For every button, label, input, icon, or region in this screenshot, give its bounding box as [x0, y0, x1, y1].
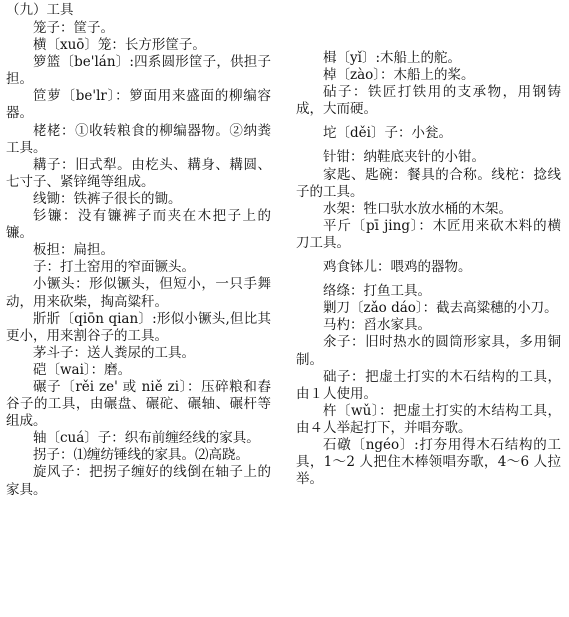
entry-shidun: 石礅〔ngéo〕:打夯用得木石结构的工具，1～2 人把住木棒领唱夯歌，4～6 人拉举。 — [296, 436, 561, 488]
section-heading: （九）工具 — [6, 2, 74, 18]
entry-chuzi: 础子：把虚土打实的木石结构的工具，由１人使用。 — [296, 368, 561, 402]
entry-henglong: 横〔xuō〕笼：长方形筐子。 — [33, 37, 206, 54]
entry-xiaojuetou: 小镢头：形似镢头，但短小，一只手舞动，用来砍柴，掏高粱秆。 — [6, 276, 271, 310]
entry-longzi: 笼子：筐子。 — [33, 20, 114, 36]
entry-jiangzi: 耩子：旧式犁。由杚头、耩身、耩圆、七寸子、紧锌绳等组成。 — [6, 156, 271, 190]
entry-xianchu: 线锄：铁裤子很长的锄。 — [33, 190, 182, 207]
entry-zhouzi: 轴〔cuá〕子：织布前缠经线的家具。 — [33, 430, 260, 447]
left-column — [6, 20, 271, 499]
entry-cuanzi: 氽子：旧时热水的圆筒形家具，多用铜制。 — [296, 334, 561, 368]
entry-mashao: 马杓：舀水家具。 — [323, 317, 431, 334]
entry-zhenzi: 砧子：铁匠打铁用的支承物，用钢铸成，大而硬。 — [296, 84, 561, 118]
entry-wai: 硙〔wai〕：磨。 — [33, 361, 132, 378]
entry-jiachi: 家匙、匙碗：餐具的合称。线柁：捻线子的工具。 — [296, 166, 561, 200]
entry-luotao: 络绦：打鱼工具。 — [323, 283, 431, 300]
entry-nianzi: 碾子〔rěi ze' 或 niě zi〕：压碎粮和舂谷子的工具，由碾盘、碾砣、碾轴、碾杆等组成。 — [6, 378, 271, 430]
entry-laolao: 栳栳：①收转粮食的柳编器物。②纳粪工具。 — [6, 122, 271, 156]
entry-shuijia: 水架：牲口驮水放水桶的木架。 — [323, 200, 512, 217]
entry-pingjin: 平斤〔pī jing〕：木匠用来砍木料的横刀工具。 — [296, 217, 561, 251]
entry-qiangqiang: 斨斨〔qiōn qian〕:形似小镢头,但比其更小，用来割谷子的工具。 — [6, 310, 271, 344]
entry-tuozi: 坨〔děi〕子：小瓮。 — [323, 125, 452, 142]
entry-guaizi: 拐子：⑴缠纺锤线的家具。⑵高跷。 — [33, 447, 249, 464]
entry-shanlian: 钐镰：没有镰裤子而夹在木把子上的镰。 — [6, 208, 271, 242]
entry-zhenqian: 针钳：纳鞋底夹针的小钳。 — [323, 149, 485, 166]
right-column — [296, 50, 561, 488]
entry-yi: 楫〔yǐ〕:木船上的舵。 — [323, 50, 461, 66]
entry-bandan: 板担：扁担。 — [33, 242, 114, 259]
entry-xuanfengzi: 旋风子：把拐子缠好的线倒在轴子上的家具。 — [6, 464, 271, 498]
entry-jiaodao: 剿刀〔zǎo dáo〕：截去高粱穗的小刀。 — [323, 300, 558, 317]
entry-zi: 子：打土窑用的窄面镢头。 — [33, 259, 195, 276]
entry-luolan: 箩篮〔be'lán〕:四系圆形筐子，供担子担。 — [6, 54, 271, 88]
entry-zhao: 棹〔zào〕：木船上的桨。 — [323, 67, 475, 84]
entry-chu: 杵〔wǔ〕：把虚土打实的木结构工具，由４人举起打下，并唱夯歌。 — [296, 402, 561, 436]
entry-jishibo: 鸡食钵儿：喂鸡的器物。 — [323, 259, 472, 276]
entry-poluo: 笸萝〔be'lr〕：箩面用来盛面的柳编容器。 — [6, 88, 271, 122]
entry-maodouzi: 茅斗子：送人粪尿的工具。 — [33, 344, 195, 361]
